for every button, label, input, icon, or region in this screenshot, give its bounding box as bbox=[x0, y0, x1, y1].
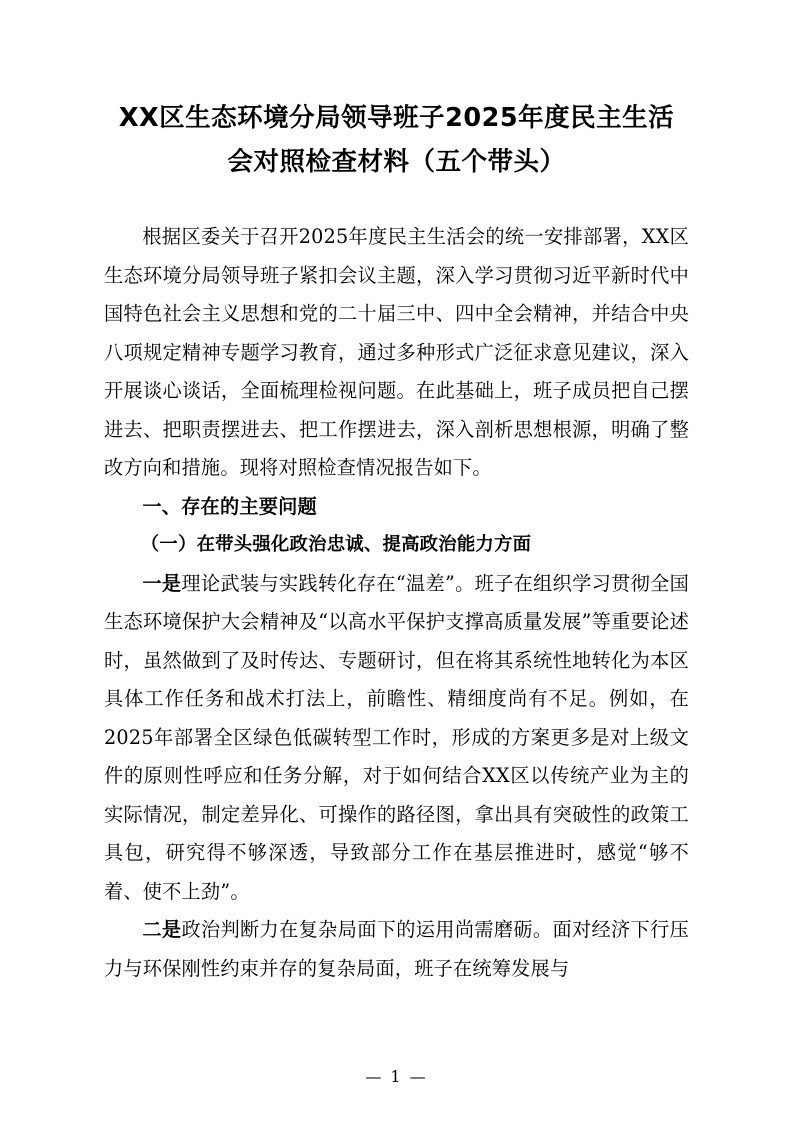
section-heading-2: （一）在带头强化政治忠诚、提高政治能力方面 bbox=[140, 534, 532, 555]
body-paragraph-2 bbox=[104, 911, 689, 988]
intro-paragraph: 根据区委关于召开2025年度民主生活会的统一安排部署，XX区生态环境分局领导班子紧扣会议主题，深入学习贯彻习近平新时代中国特色社会主义思想和党的二十届三中、四中全会精神，并结合中央八项规定精神专题学习教育，通过多种形式广泛征求意见建议，深入开展谈心谈话，全面梳理检视问题。在此基础上，班子成员把自己摆进去、把职责摆进去、把工作摆进去，深入剖析思想根源，明确了整改方向和措施。现将对照检查情况报告如下。 bbox=[104, 225, 689, 479]
paragraph-text-2: 政治判断力在复杂局面下的运用尚需磨砺。面对经济下行压力与环保刚性约束并存的复杂局面，班子在统筹发展与 bbox=[104, 918, 689, 980]
body-paragraph-1 bbox=[104, 565, 689, 912]
section-heading-1: 一、存在的主要问题 bbox=[142, 494, 317, 518]
page-title: XX区生态环境分局领导班子2025年度民主生活会对照检查材料（五个带头） bbox=[118, 103, 675, 177]
paragraph-lead-1: 一是 bbox=[142, 571, 182, 595]
paragraph-text-1: 理论武装与实践转化存在“温差”。班子在组织学习贯彻全国生态环境保护大会精神及“以高水平保护支撑高质量发展”等重要论述时，虽然做到了及时传达、专题研讨，但在将其系统性地转化为本区具体工作任务和战术打法上，前瞻性、精细度尚有不足。例如，在2025年部署全区绿色低碳转型工作时，形成的方案更多是对上级文件的原则性呼应和任务分解，对于如何结合XX区以传统产业为主的实际情况，制定差异化、可操作的路径图，拿出具有突破性的政策工具包，研究得不够深透，导致部分工作在基层推进时，感觉“够不着、使不上劲”。 bbox=[104, 571, 689, 903]
paragraph-lead-2: 二是 bbox=[142, 918, 182, 941]
page-number: — 1 — bbox=[365, 1067, 428, 1086]
